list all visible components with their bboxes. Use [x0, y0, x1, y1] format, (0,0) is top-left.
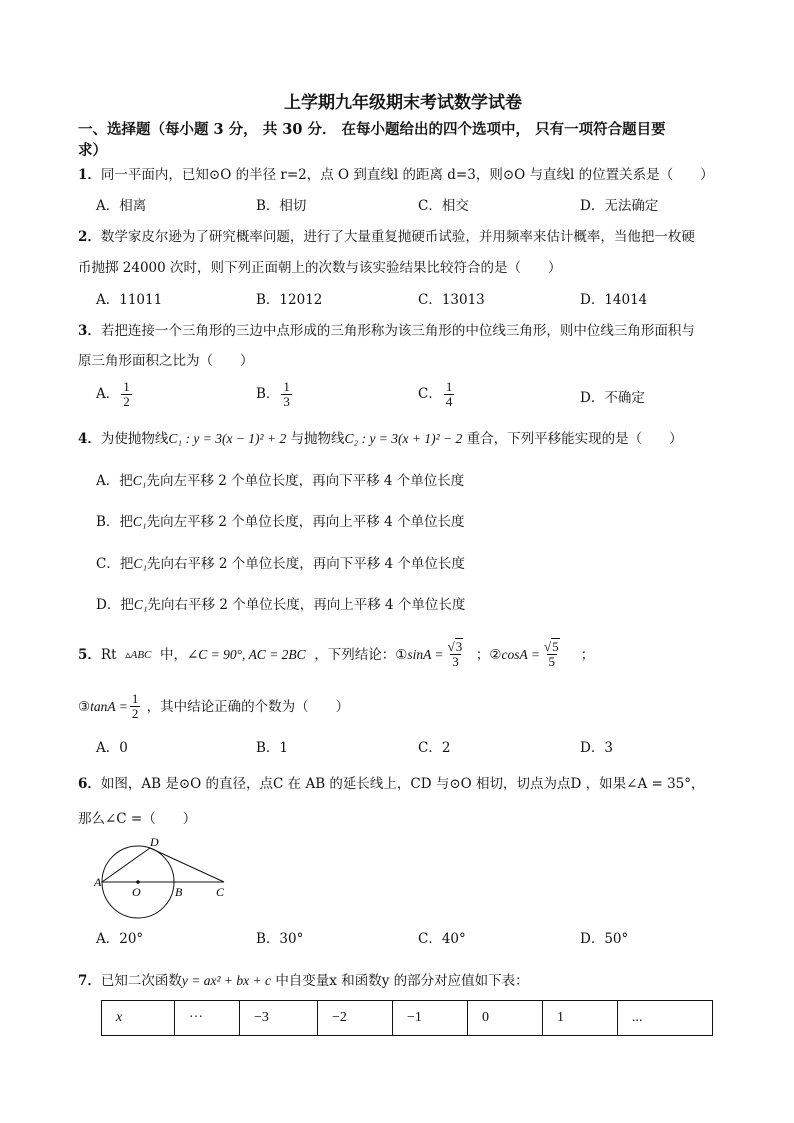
- question-5-line2: ③ tanA = $\frac{1}{2}$ ，其中结论正确的个数为（ ）: [78, 691, 350, 721]
- question-text-line1: 如图，AB 是⊙O 的直径，点C 在 AB 的延长线上，CD 与⊙O 相切，切点为点D ，如果∠A = 35°，: [100, 776, 705, 792]
- question-number: 6．: [78, 776, 101, 792]
- fraction: $\frac{1}{3}$: [283, 379, 290, 409]
- fraction: $\frac{√5}{5}$: [543, 639, 559, 669]
- table-row: [102, 1001, 713, 1036]
- option-a: A． $\frac{1}{2}$: [96, 379, 130, 409]
- table-cell: 1: [543, 1001, 618, 1036]
- question-number: 2．: [78, 229, 101, 245]
- option-c: C．把C₁先向右平移 2 个单位长度，再向下平移 4 个单位长度: [96, 556, 465, 572]
- option-b: B．30°: [256, 931, 304, 947]
- conclusion-1: ① sinA = $\frac{√3}{3}$: [395, 640, 467, 669]
- question-6: [78, 775, 705, 793]
- label-b: B: [175, 885, 183, 899]
- question-text-line2: 原三角形面积之比为（ ）: [78, 353, 254, 369]
- option-b: B．12012: [256, 292, 323, 308]
- fraction: $\frac{1}{2}$: [123, 379, 130, 409]
- option-c: C．2: [418, 740, 451, 756]
- option-c: C．相交: [418, 198, 469, 214]
- table-cell: −3: [240, 1001, 318, 1036]
- label-d: D: [150, 835, 159, 849]
- fraction: $\frac{√3}{3}$: [447, 639, 463, 669]
- option-a: A．把C₁先向左平移 2 个单位长度，再向下平移 4 个单位长度: [96, 473, 465, 489]
- value-table: [101, 1000, 713, 1036]
- question-3: [78, 322, 695, 340]
- option-b: B．把C₁先向左平移 2 个单位长度，再向上平移 4 个单位长度: [96, 514, 465, 530]
- table-cell: x: [102, 1001, 175, 1036]
- line-ad: [102, 848, 150, 882]
- question-number: 5．: [78, 646, 101, 663]
- option-c: C．13013: [418, 292, 485, 308]
- option-c: C． $\frac{1}{4}$: [418, 379, 453, 409]
- function-formula: y = ax² + bx + c: [181, 973, 272, 988]
- fraction: $\frac{1}{4}$: [445, 379, 453, 409]
- question-number: 1．: [78, 167, 101, 183]
- formula-c2: C₂ : y = 3(x + 1)² − 2: [344, 431, 463, 446]
- conclusion-3: ③ tanA = $\frac{1}{2}$: [78, 691, 139, 721]
- option-d: D．14014: [580, 292, 648, 308]
- formula-c1: C₁ : y = 3(x − 1)² + 2: [168, 431, 287, 446]
- option-b: B． $\frac{1}{3}$: [256, 379, 290, 409]
- fraction: $\frac{1}{2}$: [131, 691, 139, 721]
- page-title: 上学期九年级期末考试数学试卷: [284, 93, 522, 113]
- option-b: B．相切: [256, 198, 307, 214]
- question-1: [78, 166, 714, 184]
- condition-formula: ∠C = 90°, AC = 2BC: [186, 646, 306, 662]
- option-c: C．40°: [418, 931, 466, 947]
- question-text-line1: 数学家皮尔逊为了研究概率问题，进行了大量重复抛硬币试验，并用频率来估计概率，当他把一枚硬: [100, 229, 695, 245]
- label-o: O: [132, 885, 141, 899]
- label-a: A: [94, 875, 102, 889]
- geometry-figure: [90, 834, 240, 924]
- table-cell: 0: [468, 1001, 543, 1036]
- option-d: D．3: [580, 740, 613, 756]
- triangle-symbol: ▵ABC: [125, 648, 152, 661]
- question-5: 5． Rt ▵ABC 中， ∠C = 90°, AC = 2BC ，下列结论： ① sinA = $\frac{√3}{3}$ ； ② cosA = $\frac{√5}{5}$ ；: [78, 639, 595, 669]
- option-d: D．不确定: [580, 390, 645, 406]
- question-number: 7．: [78, 973, 101, 989]
- question-text: 同一平面内，已知⊙O 的半径 r=2，点 O 到直线l 的距离 d=3，则⊙O 与直线l 的位置关系是（ ）: [100, 167, 714, 183]
- conclusion-2: ② cosA = $\frac{√5}{5}$: [489, 640, 563, 669]
- section-header-line2: 求）: [78, 142, 107, 159]
- question-7: 7．已知二次函数y = ax² + bx + c 中自变量x 和函数y 的部分对应值如下表：: [78, 973, 529, 989]
- option-d: D．无法确定: [580, 198, 659, 214]
- question-text-line2: 那么∠C =（ ）: [78, 811, 197, 827]
- table-cell: ...: [618, 1001, 713, 1036]
- option-a: A．0: [96, 740, 128, 756]
- table-cell: ···: [175, 1001, 240, 1036]
- question-number: 4．: [78, 431, 101, 447]
- table-cell: −2: [318, 1001, 393, 1036]
- question-text-line1: 若把连接一个三角形的三边中点形成的三角形称为该三角形的中位线三角形，则中位线三角形面积与: [100, 323, 695, 339]
- option-b: B．1: [256, 740, 289, 756]
- question-4: 4．为使抛物线C₁ : y = 3(x − 1)² + 2 与抛物线C₂ : y = 3(x + 1)² − 2 重合，下列平移能实现的是（ ）: [78, 431, 683, 447]
- option-d: D．把C₁先向右平移 2 个单位长度，再向上平移 4 个单位长度: [96, 597, 466, 613]
- option-a: A．20°: [96, 931, 144, 947]
- table-cell: −1: [393, 1001, 468, 1036]
- option-a: A．相离: [96, 198, 147, 214]
- question-text-line2: 币抛掷 24000 次时，则下列正面朝上的次数与该实验结果比较符合的是（ ）: [78, 260, 562, 276]
- question-number: 3．: [78, 323, 101, 339]
- question-2: [78, 228, 695, 246]
- label-c: C: [216, 885, 225, 899]
- option-d: D．50°: [580, 931, 629, 947]
- center-dot: [136, 880, 140, 884]
- section-header-line1: 一、选择题（每小题 3 分， 共 30 分． 在每小题给出的四个选项中， 只有一项符合题目要: [78, 121, 666, 138]
- option-a: A．11011: [96, 292, 163, 308]
- line-dc: [150, 848, 224, 882]
